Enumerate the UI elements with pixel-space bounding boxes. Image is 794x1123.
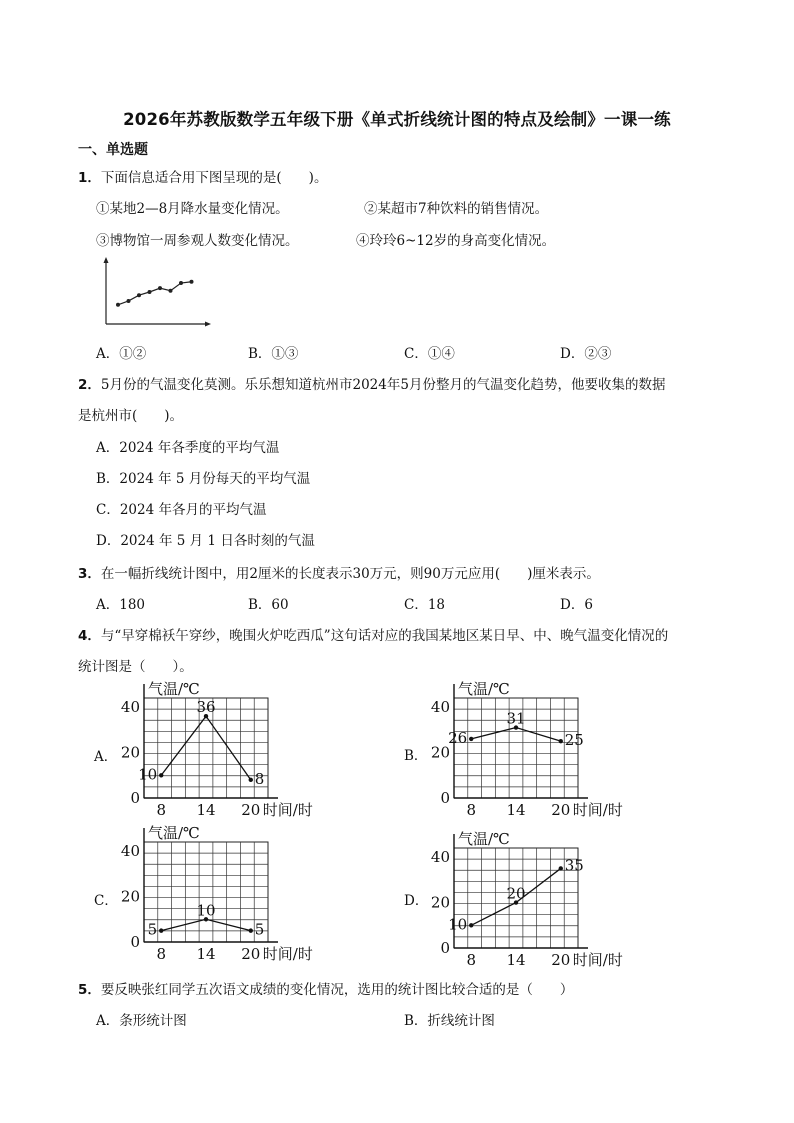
- question-number: 4．: [78, 628, 101, 644]
- q4-option-c[interactable]: C．: [94, 893, 118, 909]
- y-tick-label: 40: [430, 848, 450, 867]
- q1-line-chart: [96, 254, 216, 332]
- q2-option-b[interactable]: B．2024 年 5 月份每天的平均气温: [96, 471, 311, 487]
- x-axis-arrow: [205, 322, 211, 327]
- q1-data-point: [179, 281, 183, 285]
- q1-item-4: ④玲玲6~12岁的身高变化情况。: [356, 233, 556, 249]
- question-4: [78, 624, 668, 644]
- q3-option-c[interactable]: C．18: [404, 597, 446, 613]
- question-stem-line-1: 5月份的气温变化莫测。乐乐想知道杭州市2024年5月份整月的气温变化趋势，他要收集的数据: [100, 377, 666, 393]
- x-tick-label: 8: [466, 801, 476, 819]
- question-1: [78, 166, 327, 186]
- data-point: [249, 778, 253, 782]
- y-axis-label: 气温/℃: [458, 830, 510, 848]
- q1-data-point: [190, 280, 194, 284]
- data-label: 35: [564, 856, 584, 875]
- question-5: [78, 978, 573, 998]
- q3-option-d[interactable]: D．6: [560, 597, 593, 613]
- data-label: 10: [138, 765, 158, 784]
- q4-chart-d: [428, 828, 638, 974]
- x-axis-label: 时间/时: [262, 945, 313, 963]
- data-label: 31: [506, 709, 526, 728]
- x-axis-label: 时间/时: [262, 801, 313, 819]
- data-point: [559, 739, 563, 743]
- y-tick-label: 20: [430, 743, 450, 762]
- data-point: [249, 928, 253, 932]
- x-axis-label: 时间/时: [572, 801, 623, 819]
- q1-option-d[interactable]: D．②③: [560, 346, 612, 362]
- x-tick-label: 14: [506, 951, 526, 969]
- x-tick-label: 20: [241, 801, 261, 819]
- x-axis-label: 时间/时: [572, 951, 623, 969]
- q1-data-point: [116, 303, 120, 307]
- q5-option-a[interactable]: A．条形统计图: [96, 1013, 187, 1029]
- data-label: 10: [196, 901, 216, 920]
- q4-chart-c: [118, 822, 328, 968]
- x-tick-label: 14: [506, 801, 526, 819]
- x-tick-label: 14: [196, 945, 216, 963]
- data-label: 8: [254, 769, 265, 788]
- x-tick-label: 20: [551, 951, 571, 969]
- q1-option-b[interactable]: B．①③: [248, 346, 299, 362]
- y-axis-label: 气温/℃: [148, 680, 200, 698]
- q1-data-point: [158, 286, 162, 290]
- data-point: [559, 866, 563, 870]
- y-axis-arrow: [104, 257, 109, 263]
- q4-chart-a: [118, 678, 328, 824]
- x-tick-label: 8: [156, 801, 166, 819]
- y-tick-label: 0: [440, 939, 450, 957]
- y-tick-label: 20: [430, 893, 450, 912]
- data-label: 36: [196, 698, 216, 717]
- question-stem-line-2: 统计图是（ ）。: [78, 659, 193, 675]
- question-stem: 在一幅折线统计图中，用2厘米的长度表示30万元，则90万元应用( )厘米表示。: [100, 566, 600, 582]
- y-tick-label: 0: [130, 789, 140, 807]
- question-number: 3．: [78, 566, 101, 582]
- q4-option-b[interactable]: B．: [404, 748, 428, 764]
- question-stem-line-2: 是杭州市( )。: [78, 408, 184, 424]
- q4-option-d[interactable]: D．: [404, 893, 429, 909]
- question-2: [78, 373, 665, 393]
- q1-data-point: [137, 293, 141, 297]
- question-stem: 要反映张红同学五次语文成绩的变化情况，选用的统计图比较合适的是（ ）: [100, 982, 574, 998]
- data-point: [469, 737, 473, 741]
- x-tick-label: 8: [156, 945, 166, 963]
- y-tick-label: 20: [120, 887, 140, 906]
- y-tick-label: 40: [430, 698, 450, 717]
- x-tick-label: 20: [551, 801, 571, 819]
- q2-option-d[interactable]: D．2024 年 5 月 1 日各时刻的气温: [96, 533, 315, 549]
- q5-option-b[interactable]: B．折线统计图: [404, 1013, 495, 1029]
- data-point: [159, 928, 163, 932]
- x-tick-label: 8: [466, 951, 476, 969]
- question-number: 1．: [78, 170, 101, 186]
- q1-data-point: [127, 299, 131, 303]
- y-axis-label: 气温/℃: [148, 824, 200, 842]
- data-label: 10: [448, 915, 468, 934]
- data-label: 25: [564, 731, 584, 750]
- q1-data-point: [148, 290, 152, 294]
- data-label: 20: [506, 884, 526, 903]
- y-axis-label: 气温/℃: [458, 680, 510, 698]
- q1-series: [116, 280, 194, 307]
- question-3: [78, 562, 600, 582]
- question-number: 5．: [78, 982, 101, 998]
- q4-option-a[interactable]: A．: [94, 749, 118, 765]
- q1-option-c[interactable]: C．①④: [404, 346, 455, 362]
- data-label: 5: [147, 920, 158, 939]
- data-label: 5: [254, 920, 265, 939]
- q1-item-3: ③博物馆一周参观人数变化情况。: [96, 233, 299, 249]
- q1-item-1: ①某地2—8月降水量变化情况。: [96, 201, 289, 217]
- question-stem-line-1: 与“早穿棉袄午穿纱，晚围火炉吃西瓜”这句话对应的我国某地区某日早、中、晚气温变化情况的: [100, 628, 669, 644]
- y-tick-label: 40: [120, 698, 140, 717]
- q1-option-a[interactable]: A．①②: [96, 346, 147, 362]
- y-tick-label: 40: [120, 842, 140, 861]
- q1-item-2: ②某超市7种饮料的销售情况。: [364, 201, 549, 217]
- data-label: 26: [448, 728, 468, 747]
- q1-data-point: [169, 289, 173, 293]
- x-tick-label: 20: [241, 945, 261, 963]
- section-heading: 一、单选题: [78, 142, 148, 158]
- q3-option-b[interactable]: B．60: [248, 597, 289, 613]
- plot-area: [144, 842, 268, 942]
- y-tick-label: 0: [130, 933, 140, 951]
- q3-option-a[interactable]: A．180: [96, 597, 146, 613]
- x-tick-label: 14: [196, 801, 216, 819]
- data-point: [159, 773, 163, 777]
- q4-chart-b: [428, 678, 638, 824]
- q2-option-c[interactable]: C．2024 年各月的平均气温: [96, 502, 267, 518]
- y-tick-label: 0: [440, 789, 450, 807]
- q2-option-a[interactable]: A．2024 年各季度的平均气温: [96, 440, 280, 456]
- data-point: [469, 923, 473, 927]
- page-title: 2026年苏教版数学五年级下册《单式折线统计图的特点及绘制》一课一练: [123, 110, 671, 129]
- question-number: 2．: [78, 377, 101, 393]
- question-stem: 下面信息适合用下图呈现的是( )。: [100, 170, 328, 186]
- y-tick-label: 20: [120, 743, 140, 762]
